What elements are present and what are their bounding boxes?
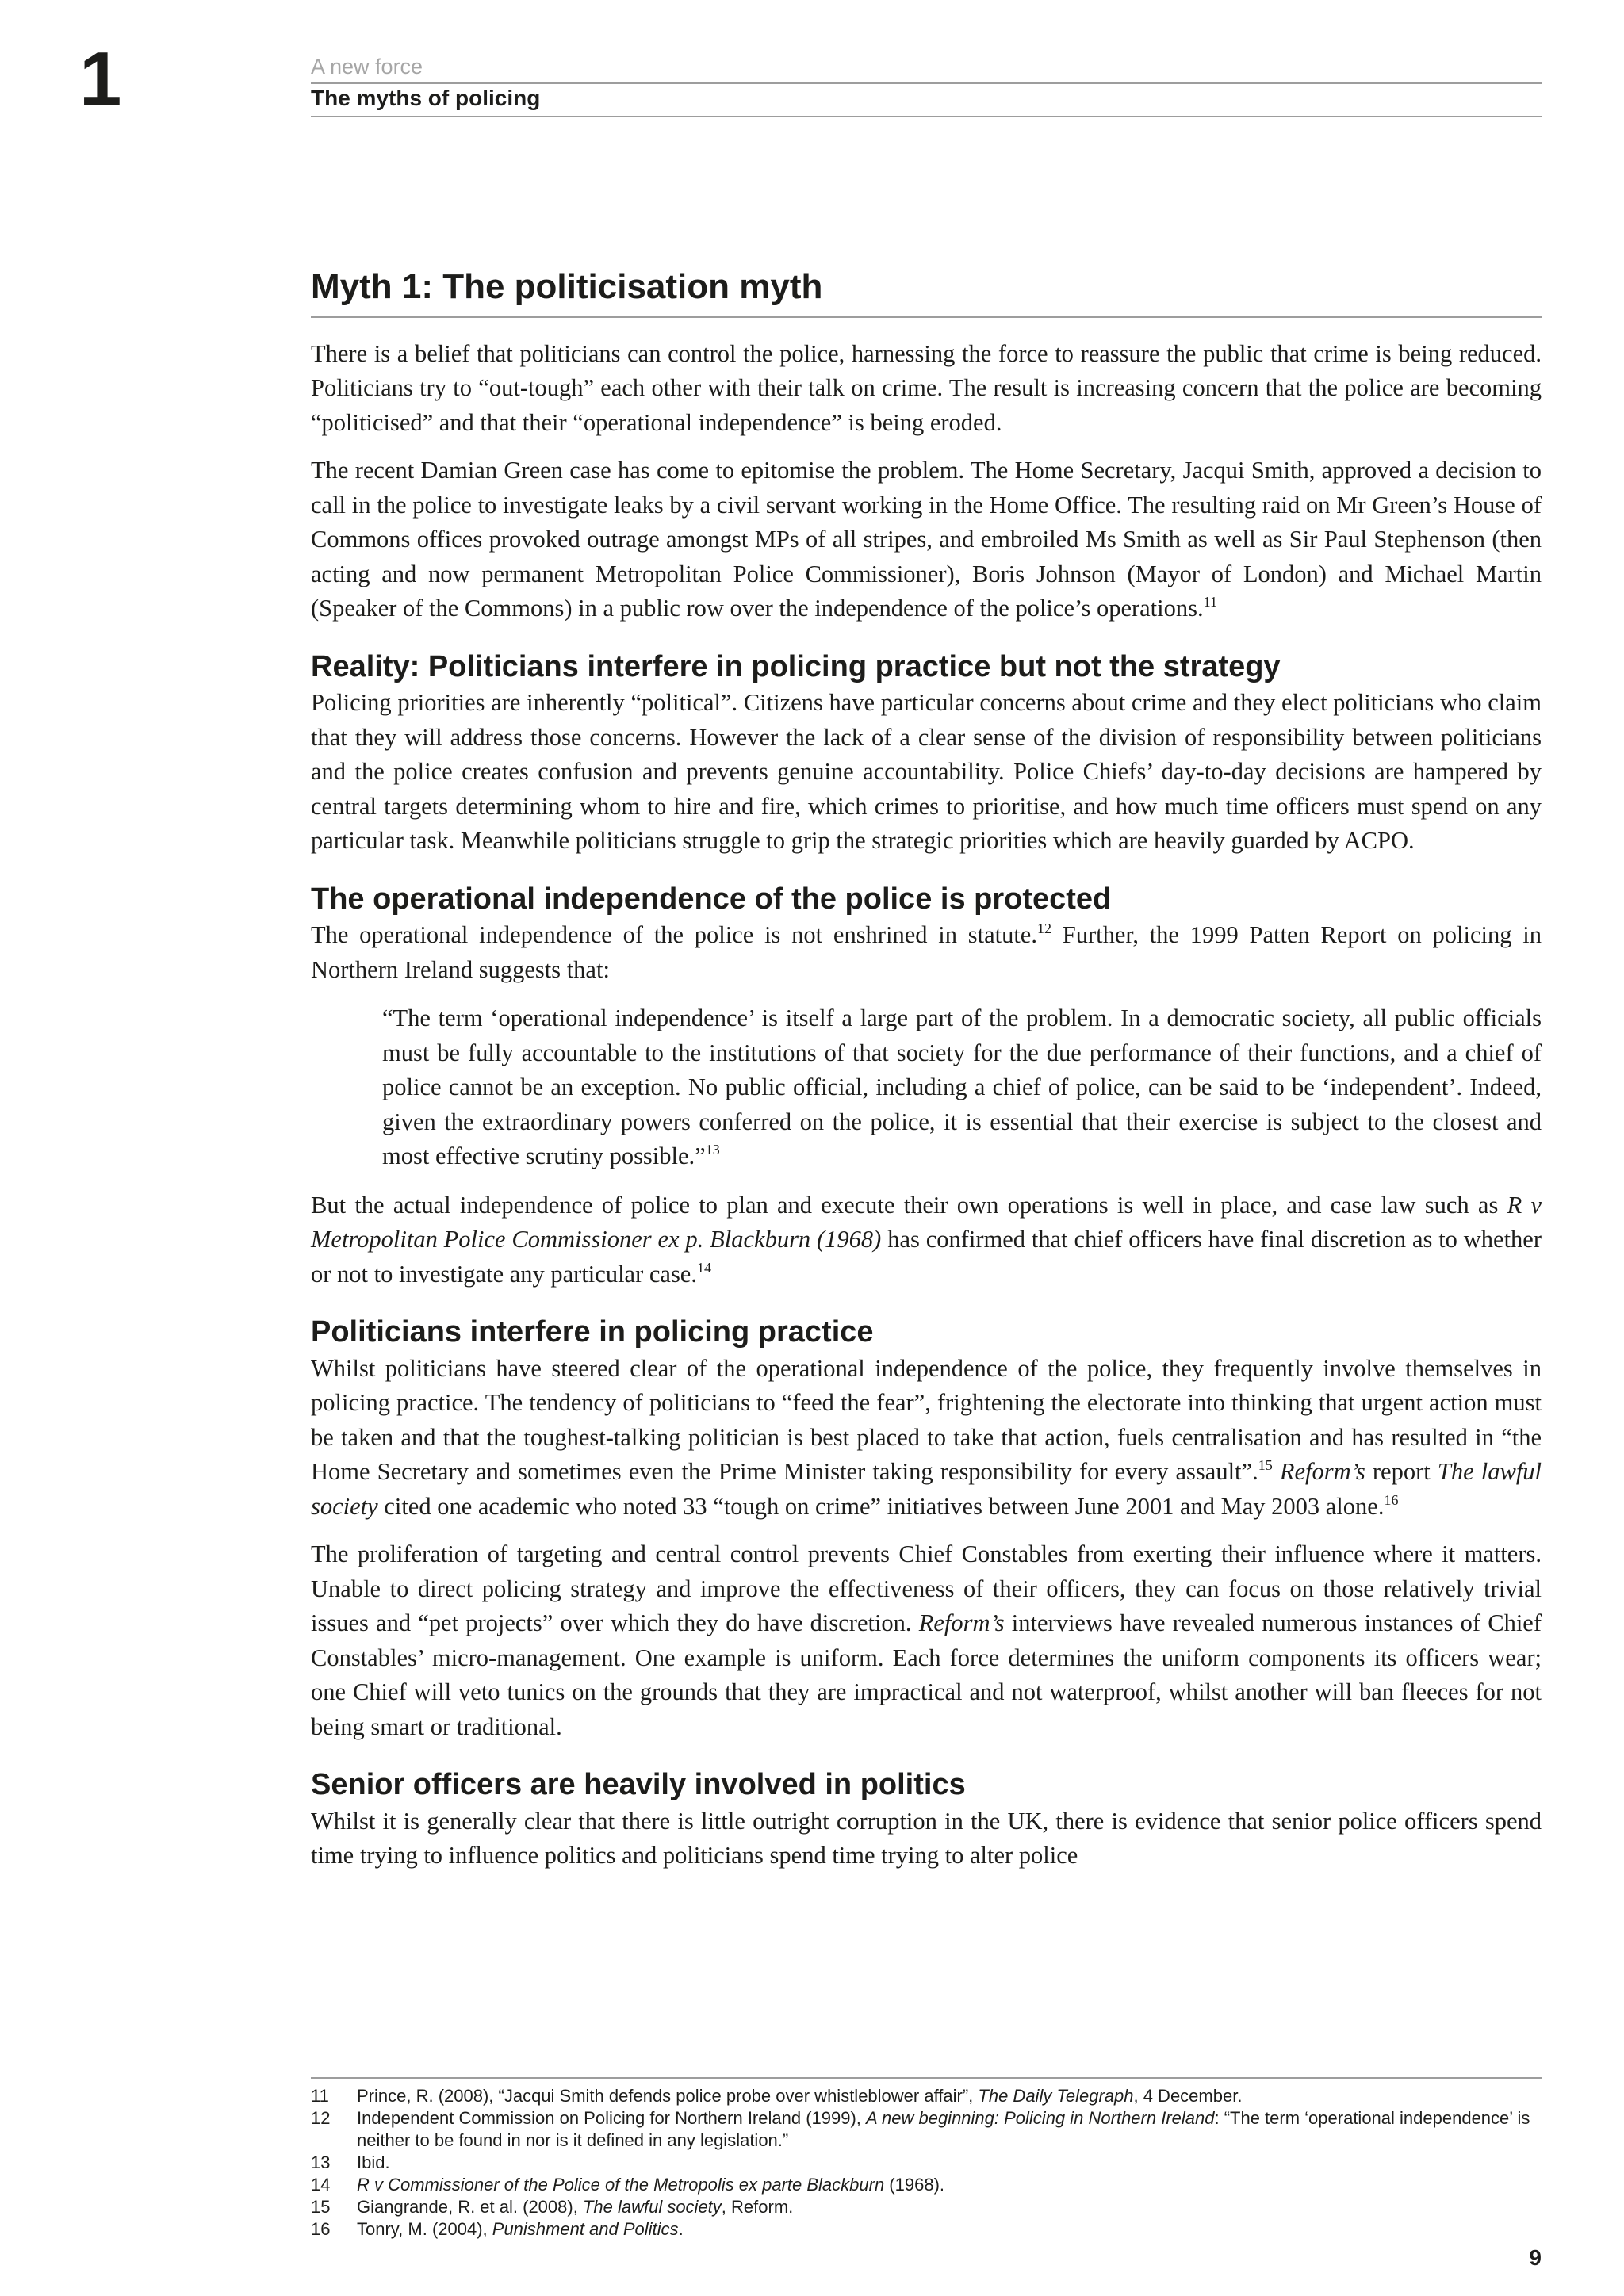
footnote: 11 Prince, R. (2008), “Jacqui Smith defends police probe over whistleblower affair”, The Daily Telegraph, 4 December. <box>311 2086 1243 2106</box>
main-content <box>311 266 1542 1887</box>
footnote-ref: 15 <box>1258 1457 1273 1474</box>
footnote-ref: 11 <box>1203 594 1217 610</box>
footnote-ref: 14 <box>696 1259 711 1276</box>
running-head-chapter-title: The myths of policing <box>311 84 1542 117</box>
footnotes <box>311 2077 1542 2241</box>
footnote: 14 R v Commissioner of the Police of the Metropolis ex parte Blackburn (1968). <box>311 2175 945 2195</box>
body-paragraph: The operational independence of the police is not enshrined in statute.$^{12}$ Further, the 1999 Patten Report on policing in Northern Ireland suggests that: <box>311 920 1542 983</box>
case-citation: R v Metropolitan Police Commissioner ex p. Blackburn (1968) <box>311 1191 1542 1253</box>
page-title: Myth 1: The politicisation myth <box>311 266 1542 318</box>
footnote: 16 Tonry, M. (2004), Punishment and Politics. <box>311 2219 684 2239</box>
footnote: 13 Ibid. <box>311 2152 390 2172</box>
footnote-ref: 12 <box>1036 920 1051 937</box>
body-paragraph: The proliferation of targeting and central control prevents Chief Constables from exerting their influence where it matters. Unable to direct policing strategy and improve the effectiveness of their officers, they can focus on those relatively trivial issues and “pet projects” over which they do have discretion. Reform’s interviews have revealed numerous instances of Chief Constables’ micro-management. One example is uniform. Each force determines the uniform components its officers wear; one Chief will veto tunics on the grounds that they are impractical and not waterproof, whilst another will ban fleeces for not being smart or traditional. <box>311 1540 1542 1740</box>
body-paragraph: Policing priorities are inherently “political”. Citizens have particular concerns about crime and they elect politicians who claim that they will address those concerns. However the lack of a clear sense of the division of responsibility between politicians and the police creates confusion and prevents genuine accountability. Police Chiefs’ day-to-day decisions are hampered by central targets determining whom to hire and fire, which crimes to prioritise, and how much time officers must spend on any particular task. Meanwhile politicians struggle to grip the strategic priorities which are heavily guarded by ACPO. <box>311 689 1542 855</box>
body-paragraph: Whilst it is generally clear that there is little outright corruption in the UK, there is evidence that senior police officers spend time trying to influence politics and politicians spend time trying to alter police <box>311 1807 1542 1869</box>
body-paragraph: The recent Damian Green case has come to epitomise the problem. The Home Secretary, Jacqui Smith, approved a decision to call in the police to investigate leaks by a civil servant working in the Home Office. The resulting raid on Mr Green’s House of Commons offices provoked outrage amongst MPs of all stripes, and embroiled Ms Smith as well as Sir Paul Stephenson (then acting and now permanent Metropolitan Police Commissioner), Boris Johnson (Mayor of London) and Michael Martin (Speaker of the Commons) in a public row over the independence of the police’s operations.$^{11}$ <box>311 457 1542 622</box>
section-heading: Reality: Politicians interfere in policing practice but not the strategy <box>311 649 1281 683</box>
footnote: 12 Independent Commission on Policing for Northern Ireland (1999), A new beginning: Policing in Northern Ireland: “The term ‘operational independence’ is neither to be found in nor is it defined in any legislation.” <box>311 2108 1530 2150</box>
page-number: 9 <box>1529 2245 1542 2270</box>
report-title: The lawful society <box>311 1458 1542 1520</box>
chapter-number: 1 <box>79 36 122 121</box>
footnote-ref: 16 <box>1384 1491 1399 1508</box>
body-paragraph: But the actual independence of police to plan and execute their own operations is well in place, and case law such as R v Metropolitan Police Commissioner ex p. Blackburn (1968) has confirmed that chief officers have final discretion as to whether or not to investigate any particular case.$^{14}$ <box>311 1191 1542 1288</box>
body-paragraph: Whilst politicians have steered clear of the operational independence of the police, they frequently involve themselves in policing practice. The tendency of politicians to “feed the fear”, frightening the electorate into thinking that urgent action must be taken and that the toughest-talking politician is best placed to take that action, fuels centralisation and has resulted in “the Home Secretary and sometimes even the Prime Minister taking responsibility for every assault”.$^{15}$ Reform’s report The lawful society cited one academic who noted 33 “tough on crime” initiatives between June 2001 and May 2003 alone.$^{16}$ <box>311 1354 1542 1520</box>
body-paragraph: There is a belief that politicians can control the police, harnessing the force to reassure the public that crime is being reduced. Politicians try to “out-tough” each other with their talk on crime. The result is increasing concern that the police are becoming “politicised” and that their “operational independence” is being eroded. <box>311 339 1542 436</box>
footnote: 15 Giangrande, R. et al. (2008), The lawful society, Reform. <box>311 2197 794 2217</box>
footnote-ref: 13 <box>705 1142 720 1158</box>
running-header <box>311 52 1542 117</box>
section-heading: The operational independence of the police is protected <box>311 882 1112 916</box>
block-quote: “The term ‘operational independence’ is itself a large part of the problem. In a democratic society, all public officials must be fully accountable to the institutions of that society for the due performance of their functions, and a chief of police cannot be an exception. No public official, including a chief of police, can be said to be ‘independent’. Indeed, given the extraordinary powers conferred on the police, it is essential that their exercise is subject to the closest and most effective scrutiny possible.”$^{13}$ <box>382 1004 1542 1170</box>
section-heading: Politicians interfere in policing practice <box>311 1315 874 1349</box>
running-head-section: A new force <box>311 52 1542 84</box>
section-heading: Senior officers are heavily involved in politics <box>311 1768 966 1802</box>
